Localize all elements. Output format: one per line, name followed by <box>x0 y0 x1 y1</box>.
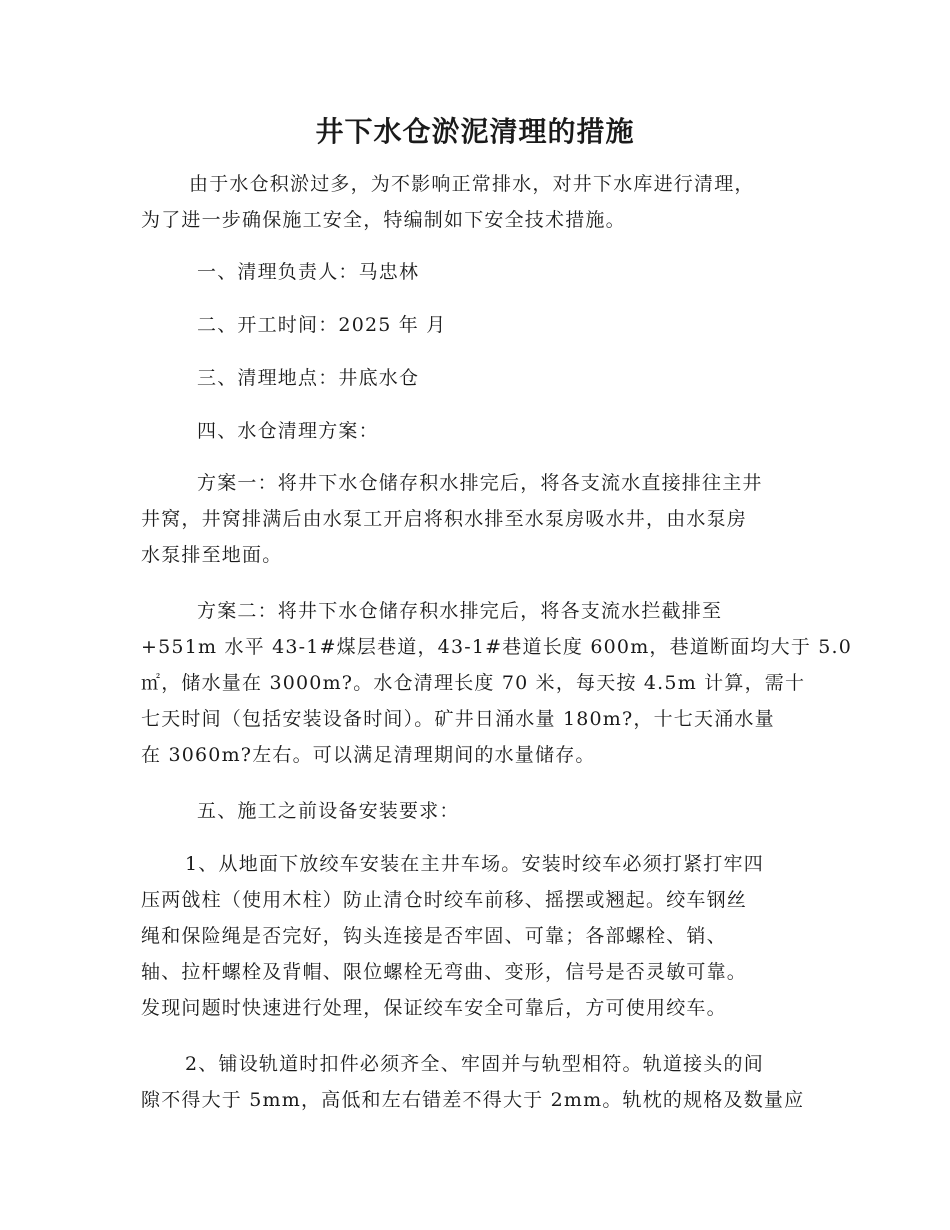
plan-two-paragraph <box>141 593 853 773</box>
section-heading-plan <box>141 413 811 449</box>
text-line: 发现问题时快速进行处理，保证绞车安全可靠后，方可使用绞车。 <box>141 997 727 1019</box>
plan-one-paragraph <box>141 465 811 573</box>
text-line: 由于水仓积淤过多，为不影响正常排水，对井下水库进行清理， <box>189 173 755 195</box>
text-line: ㎡，储水量在 3000m?。水仓清理长度 70 米，每天按 4.5m 计算，需十 <box>141 672 806 694</box>
text-line: 方案二：将井下水仓储存积水排完后，将各支流水拦截排至 <box>197 600 723 622</box>
text-line: 五、施工之前设备安装要求： <box>197 800 460 822</box>
text-line: 三、清理地点：井底水仓 <box>197 367 420 389</box>
text-line: 在 3060m?左右。可以满足清理期间的水量储存。 <box>141 744 596 766</box>
text-line: 方案一：将井下水仓储存积水排完后，将各支流水直接排往主井 <box>197 472 763 494</box>
document-title: 井下水仓淤泥清理的措施 <box>315 115 635 148</box>
text-line: 轴、拉杆螺栓及背帽、限位螺栓无弯曲、变形，信号是否灵敏可靠。 <box>141 961 748 983</box>
requirement-one-paragraph <box>141 846 811 1026</box>
intro-paragraph <box>141 166 811 238</box>
text-line: 二、开工时间：2025 年 月 <box>197 314 447 336</box>
text-line: 隙不得大于 5mm，高低和左右错差不得大于 2mm。轨枕的规格及数量应 <box>141 1089 805 1111</box>
text-line: 2、铺设轨道时扣件必须齐全、牢固并与轨型相符。轨道接头的间 <box>185 1053 764 1075</box>
section-heading-requirements <box>141 793 811 829</box>
text-line: 1、从地面下放绞车安装在主井车场。安装时绞车必须打紧打牢四 <box>185 853 764 875</box>
text-line: 压两戗柱（使用木柱）防止清仓时绞车前移、摇摆或翘起。绞车钢丝 <box>141 889 748 911</box>
section-heading-location <box>141 360 811 396</box>
requirement-two-paragraph <box>141 1046 811 1118</box>
text-line: 水泵排至地面。 <box>141 544 283 566</box>
text-line: 井窝，井窝排满后由水泵工开启将积水排至水泵房吸水井，由水泵房 <box>141 508 748 530</box>
section-heading-start-time <box>141 307 811 343</box>
text-line: +551m 水平 43-1#煤层巷道，43-1#巷道长度 600m，巷道断面均大于 5.0 <box>141 636 853 658</box>
section-heading-responsible <box>141 254 811 290</box>
text-line: 一、清理负责人：马忠林 <box>197 261 420 283</box>
text-line: 为了进一步确保施工安全，特编制如下安全技术措施。 <box>141 209 626 231</box>
text-line: 四、水仓清理方案： <box>197 420 379 442</box>
text-line: 七天时间（包括安装设备时间）。矿井日涌水量 180m?，十七天涌水量 <box>141 708 775 730</box>
text-line: 绳和保险绳是否完好，钩头连接是否牢固、可靠；各部螺栓、销、 <box>141 925 727 947</box>
